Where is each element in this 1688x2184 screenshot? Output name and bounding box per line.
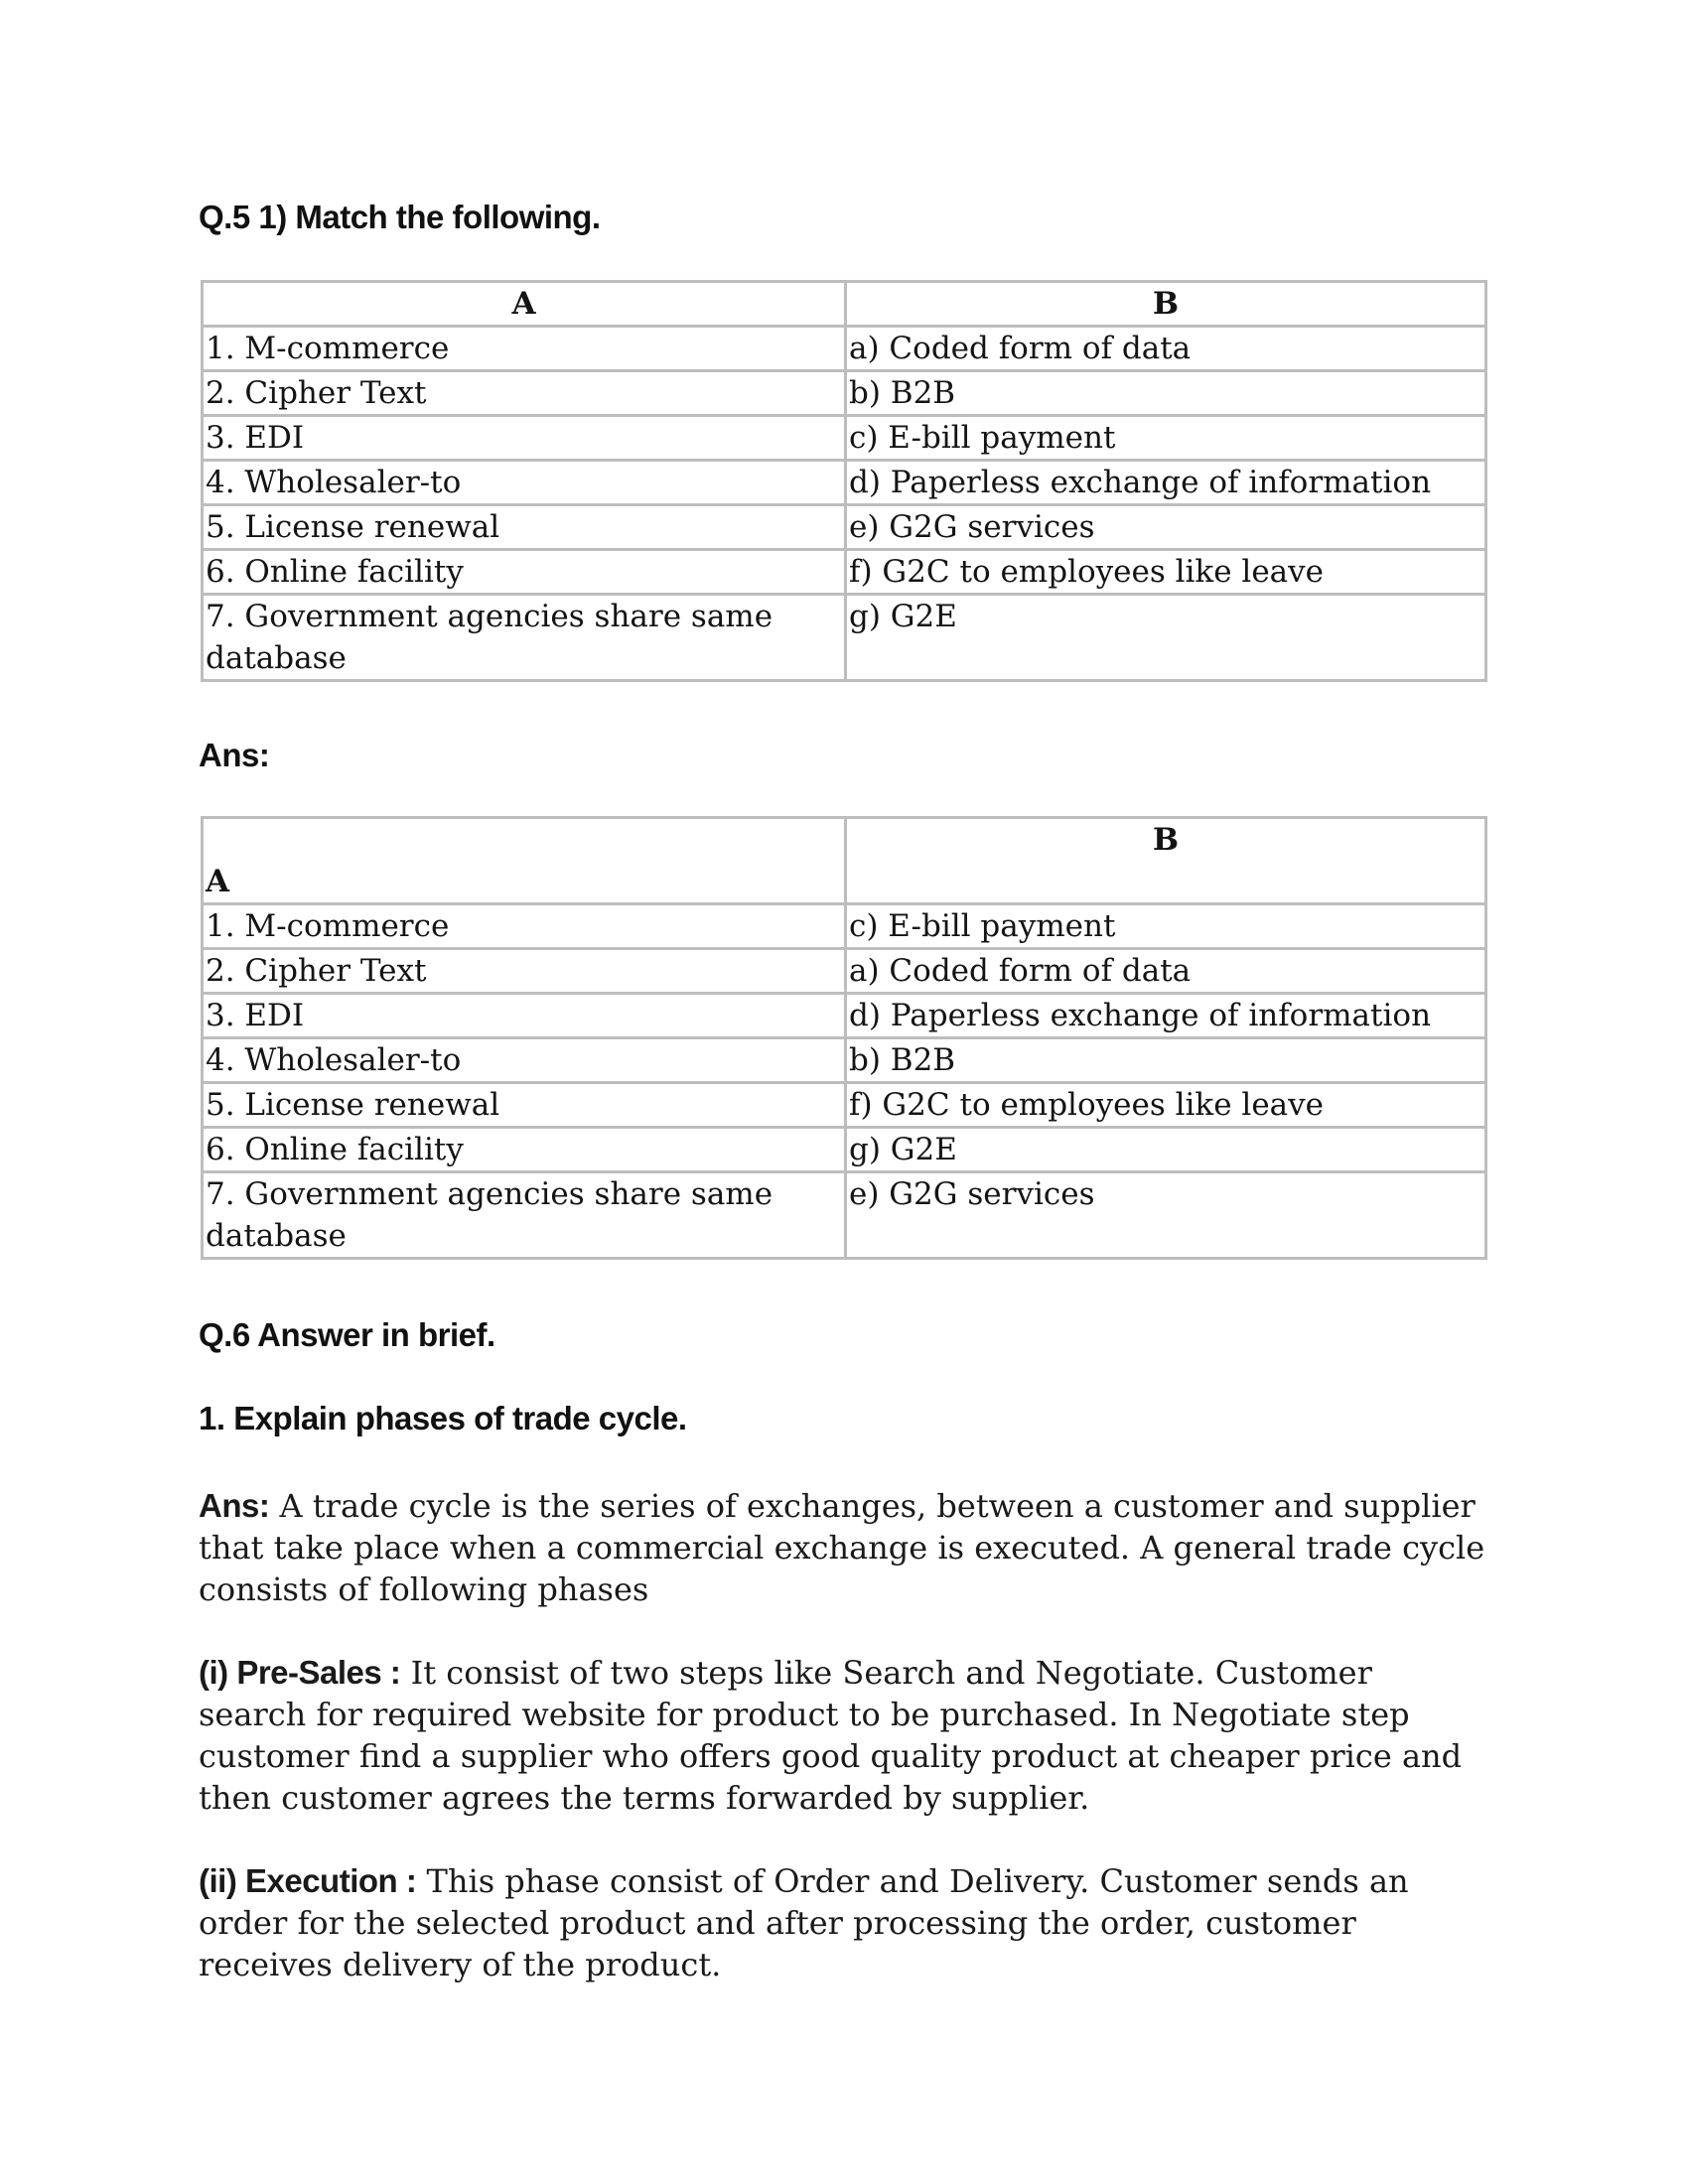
answer-text: A trade cycle is the series of exchanges, between a customer and supplier that take place when a commercial exchange is executed. A general trade cycle consists of following phases [199,1487,1485,1608]
table-row [203,371,1486,416]
table-cell-b: b) B2B [846,371,1486,416]
table-row [203,1128,1486,1172]
table-cell-a: 6. Online facility [203,550,846,595]
pre-sales-label: (i) Pre-Sales : [199,1654,401,1691]
table-row [203,595,1486,681]
table-row [203,327,1486,371]
table-row [203,550,1486,595]
table-row [203,1038,1486,1083]
table-row [203,461,1486,505]
column-b-header: B [846,282,1486,327]
table-cell-b: d) Paperless exchange of information [846,994,1486,1038]
table-cell-b: f) G2C to employees like leave [846,1083,1486,1128]
table-cell-b: a) Coded form of data [846,949,1486,994]
table-cell-a: 1. M-commerce [203,327,846,371]
table-row [203,904,1486,949]
table-cell-b: e) G2G services [846,1172,1486,1259]
table-row [203,949,1486,994]
table-cell-a: 7. Government agencies share same database [203,595,846,681]
table-cell-b: a) Coded form of data [846,327,1486,371]
q5-heading: Q.5 1) Match the following. [199,199,601,235]
answer-paragraph [199,1485,1489,1610]
table-cell-a: 4. Wholesaler-to [203,461,846,505]
column-a-header: A [203,282,846,327]
execution-paragraph [199,1860,1489,1985]
answer-table [201,816,1487,1260]
table-cell-a: 2. Cipher Text [203,949,846,994]
execution-label: (ii) Execution : [199,1862,417,1899]
table-cell-b: c) E-bill payment [846,904,1486,949]
table-cell-b: g) G2E [846,1128,1486,1172]
table-cell-a: 2. Cipher Text [203,371,846,416]
table-cell-b: g) G2E [846,595,1486,681]
table-cell-a: 5. License renewal [203,1083,846,1128]
table-row [203,994,1486,1038]
table-cell-a: 3. EDI [203,416,846,461]
answer-label: Ans: [199,1487,270,1524]
q6-heading: Q.6 Answer in brief. [199,1316,495,1353]
table-cell-a: 6. Online facility [203,1128,846,1172]
execution-text: This phase consist of Order and Delivery. Customer sends an order for the selected product and after processing the order, customer receives delivery of the product. [199,1862,1409,1983]
table-row [203,505,1486,550]
table-cell-a: 4. Wholesaler-to [203,1038,846,1083]
match-table [201,280,1487,682]
pre-sales-paragraph [199,1652,1489,1819]
answer-table-header-row [203,818,1486,904]
table-cell-a: 7. Government agencies share same database [203,1172,846,1259]
table-row [203,1083,1486,1128]
column-b-header: B [846,818,1486,904]
table-row [203,1172,1486,1259]
table-cell-b: d) Paperless exchange of information [846,461,1486,505]
ans-label: Ans: [199,737,270,773]
table-cell-b: c) E-bill payment [846,416,1486,461]
match-table-header-row [203,282,1486,327]
question-1-heading: 1. Explain phases of trade cycle. [199,1400,687,1436]
column-a-header: A [203,818,846,904]
table-cell-a: 5. License renewal [203,505,846,550]
table-cell-b: e) G2G services [846,505,1486,550]
pre-sales-text: It consist of two steps like Search and Negotiate. Customer search for required website for product to be purchased. In Negotiate step customer find a supplier who offers good quality product at cheaper price and then customer agrees the terms forwarded by supplier. [199,1654,1463,1817]
table-cell-a: 1. M-commerce [203,904,846,949]
table-cell-b: b) B2B [846,1038,1486,1083]
table-cell-a: 3. EDI [203,994,846,1038]
table-row [203,416,1486,461]
table-cell-b: f) G2C to employees like leave [846,550,1486,595]
